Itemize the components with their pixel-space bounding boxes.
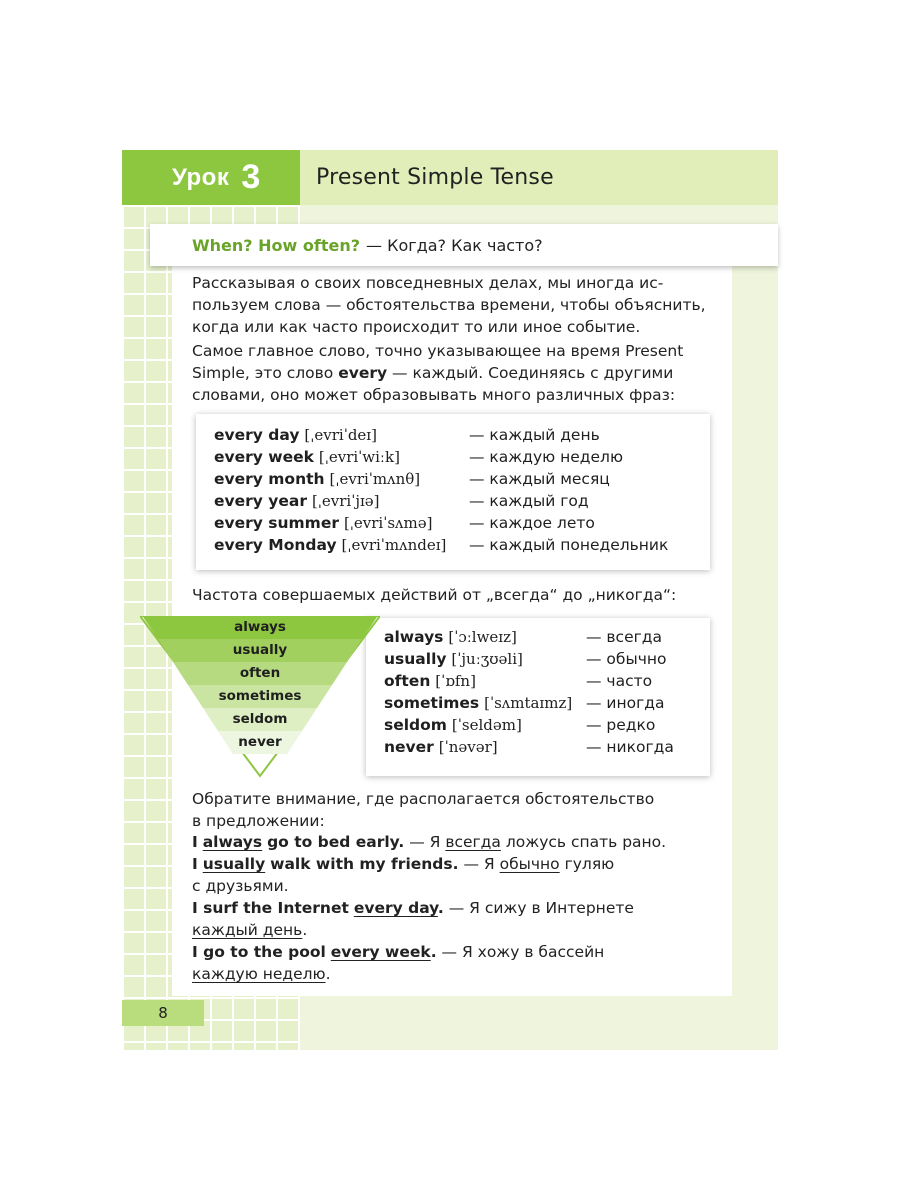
example-text: — Я сижу в Интернете: [448, 899, 634, 917]
pyramid-label: always: [234, 619, 286, 635]
examples: [192, 831, 717, 985]
adverb-translation: — иногда: [586, 694, 665, 712]
pyramid-label: often: [239, 665, 281, 681]
example-text: — Я хожу в бассейн: [441, 943, 605, 961]
adverb-row: [384, 736, 498, 758]
adverb-word: sometimes: [384, 694, 480, 712]
every-transcription: [ˌevriˈwiːk]: [318, 448, 400, 466]
intro-line: [192, 362, 717, 384]
every-phrase: every day: [214, 426, 300, 444]
example-underlined: обычно: [499, 855, 560, 873]
frequency-box: [366, 618, 710, 776]
adverb-transcription: [ˈɒfn]: [435, 672, 476, 690]
every-phrase-row: [214, 490, 380, 512]
every-phrase-row: [214, 468, 420, 490]
adverb-word: always: [384, 628, 444, 646]
adverb-word: never: [384, 738, 434, 756]
intro-keyword: every: [338, 364, 388, 382]
frequency-intro: Частота совершаемых действий от „всегда“ до „никогда“:: [192, 586, 677, 604]
adverb-transcription: [ˈjuːʒʊəli]: [451, 650, 523, 668]
pyramid-label: sometimes: [218, 688, 302, 704]
example-text: walk with my friends.: [270, 855, 459, 873]
example-3: [192, 897, 717, 919]
adverb-translation: — часто: [586, 672, 653, 690]
intro-paragraph-2: [192, 340, 717, 406]
adverb-row: [384, 626, 517, 648]
example-text: — Я: [463, 855, 495, 873]
note-line: в предложении:: [192, 812, 325, 830]
intro-text: Simple, это слово: [192, 364, 334, 382]
every-phrase: every Monday: [214, 536, 337, 554]
every-phrase: every month: [214, 470, 325, 488]
every-phrase: every summer: [214, 514, 339, 532]
every-translation: — каждый понедельник: [469, 536, 669, 554]
adverb-row: [384, 692, 572, 714]
example-text: гуляю: [564, 855, 615, 873]
pyramid-label: seldom: [232, 711, 288, 727]
pyramid-label: usually: [232, 642, 288, 658]
example-2-cont: с друзьями.: [192, 877, 289, 895]
intro-line: Рассказывая о своих повседневных делах, мы иногда ис-: [192, 274, 664, 292]
example-4: [192, 941, 717, 963]
intro-line: Самое главное слово, точно указывающее на время Present: [192, 342, 684, 360]
example-4-cont: [192, 963, 717, 985]
every-translation: — каждое лето: [469, 514, 595, 532]
page-number: 8: [122, 1000, 204, 1026]
example-3-cont: [192, 919, 717, 941]
intro-line: пользуем слова — обстоятельства времени, чтобы объяснить,: [192, 296, 706, 314]
frequency-pyramid: [140, 616, 380, 782]
adverb-transcription: [ˈsʌmtaɪmz]: [484, 694, 573, 712]
example-text: .: [430, 943, 437, 961]
page-title: Present Simple Tense: [316, 165, 554, 190]
every-transcription: [ˌevriˈmʌndeɪ]: [341, 536, 447, 554]
example-underlined: каждый день: [192, 921, 303, 939]
every-phrase-row: [214, 424, 377, 446]
adverb-row: [384, 670, 476, 692]
every-phrase-row: [214, 512, 432, 534]
intro-line: когда или как часто происходит то или иное событие.: [192, 318, 641, 336]
intro-text: — каждый. Соединяясь с другими: [392, 364, 674, 382]
adverb-translation: — всегда: [586, 628, 662, 646]
lesson-number: 3: [241, 158, 261, 196]
header-band: [300, 150, 778, 205]
example-underlined: каждую неделю: [192, 965, 326, 983]
note-paragraph: [192, 788, 717, 832]
adverb-transcription: [ˈseldəm]: [451, 716, 522, 734]
example-underlined: every day: [353, 899, 438, 917]
example-underlined: every week: [330, 943, 431, 961]
example-text: I go to the pool: [192, 943, 326, 961]
example-text: I: [192, 855, 198, 873]
adverb-translation: — никогда: [586, 738, 674, 756]
example-text: .: [302, 921, 308, 939]
adverb-word: usually: [384, 650, 447, 668]
every-phrases-box: [196, 414, 710, 570]
example-text: .: [437, 899, 444, 917]
subtitle-bar: [150, 224, 778, 266]
example-text: I: [192, 833, 198, 851]
every-transcription: [ˌevriˈmʌnθ]: [329, 470, 421, 488]
example-underlined: always: [202, 833, 263, 851]
every-transcription: [ˌevriˈdeɪ]: [304, 426, 377, 444]
every-translation: — каждый день: [469, 426, 600, 444]
example-text: ложусь спать рано.: [505, 833, 667, 851]
adverb-word: often: [384, 672, 431, 690]
adverb-transcription: [ˈɔːlweɪz]: [448, 628, 517, 646]
every-phrase-row: [214, 446, 400, 468]
adverb-row: [384, 648, 523, 670]
adverb-transcription: [ˈnəvər]: [438, 738, 498, 756]
example-underlined: usually: [202, 855, 266, 873]
intro-paragraph-1: [192, 272, 717, 338]
subtitle-english: When? How often?: [192, 235, 360, 255]
adverb-translation: — обычно: [586, 650, 667, 668]
every-phrase: every week: [214, 448, 314, 466]
every-phrase-row: [214, 534, 446, 556]
every-transcription: [ˌevriˈjɪə]: [311, 492, 380, 510]
every-phrase: every year: [214, 492, 307, 510]
lesson-word: Урок: [172, 163, 230, 191]
adverb-translation: — редко: [586, 716, 656, 734]
every-transcription: [ˌevriˈsʌmə]: [343, 514, 433, 532]
every-translation: — каждую неделю: [469, 448, 623, 466]
subtitle-russian: — Когда? Как часто?: [366, 235, 543, 255]
every-translation: — каждый месяц: [469, 470, 610, 488]
example-1: [192, 831, 717, 853]
example-text: I surf the Internet: [192, 899, 349, 917]
example-text: .: [325, 965, 331, 983]
example-text: — Я: [409, 833, 441, 851]
every-translation: — каждый год: [469, 492, 589, 510]
pyramid-label: never: [238, 734, 282, 750]
lesson-tab: [122, 150, 300, 205]
adverb-row: [384, 714, 522, 736]
example-underlined: всегда: [445, 833, 501, 851]
example-text: go to bed early.: [267, 833, 405, 851]
example-2: [192, 853, 717, 875]
adverb-word: seldom: [384, 716, 447, 734]
note-line: Обратите внимание, где располагается обстоятельство: [192, 790, 655, 808]
intro-line: словами, оно может образовывать много различных фраз:: [192, 386, 676, 404]
